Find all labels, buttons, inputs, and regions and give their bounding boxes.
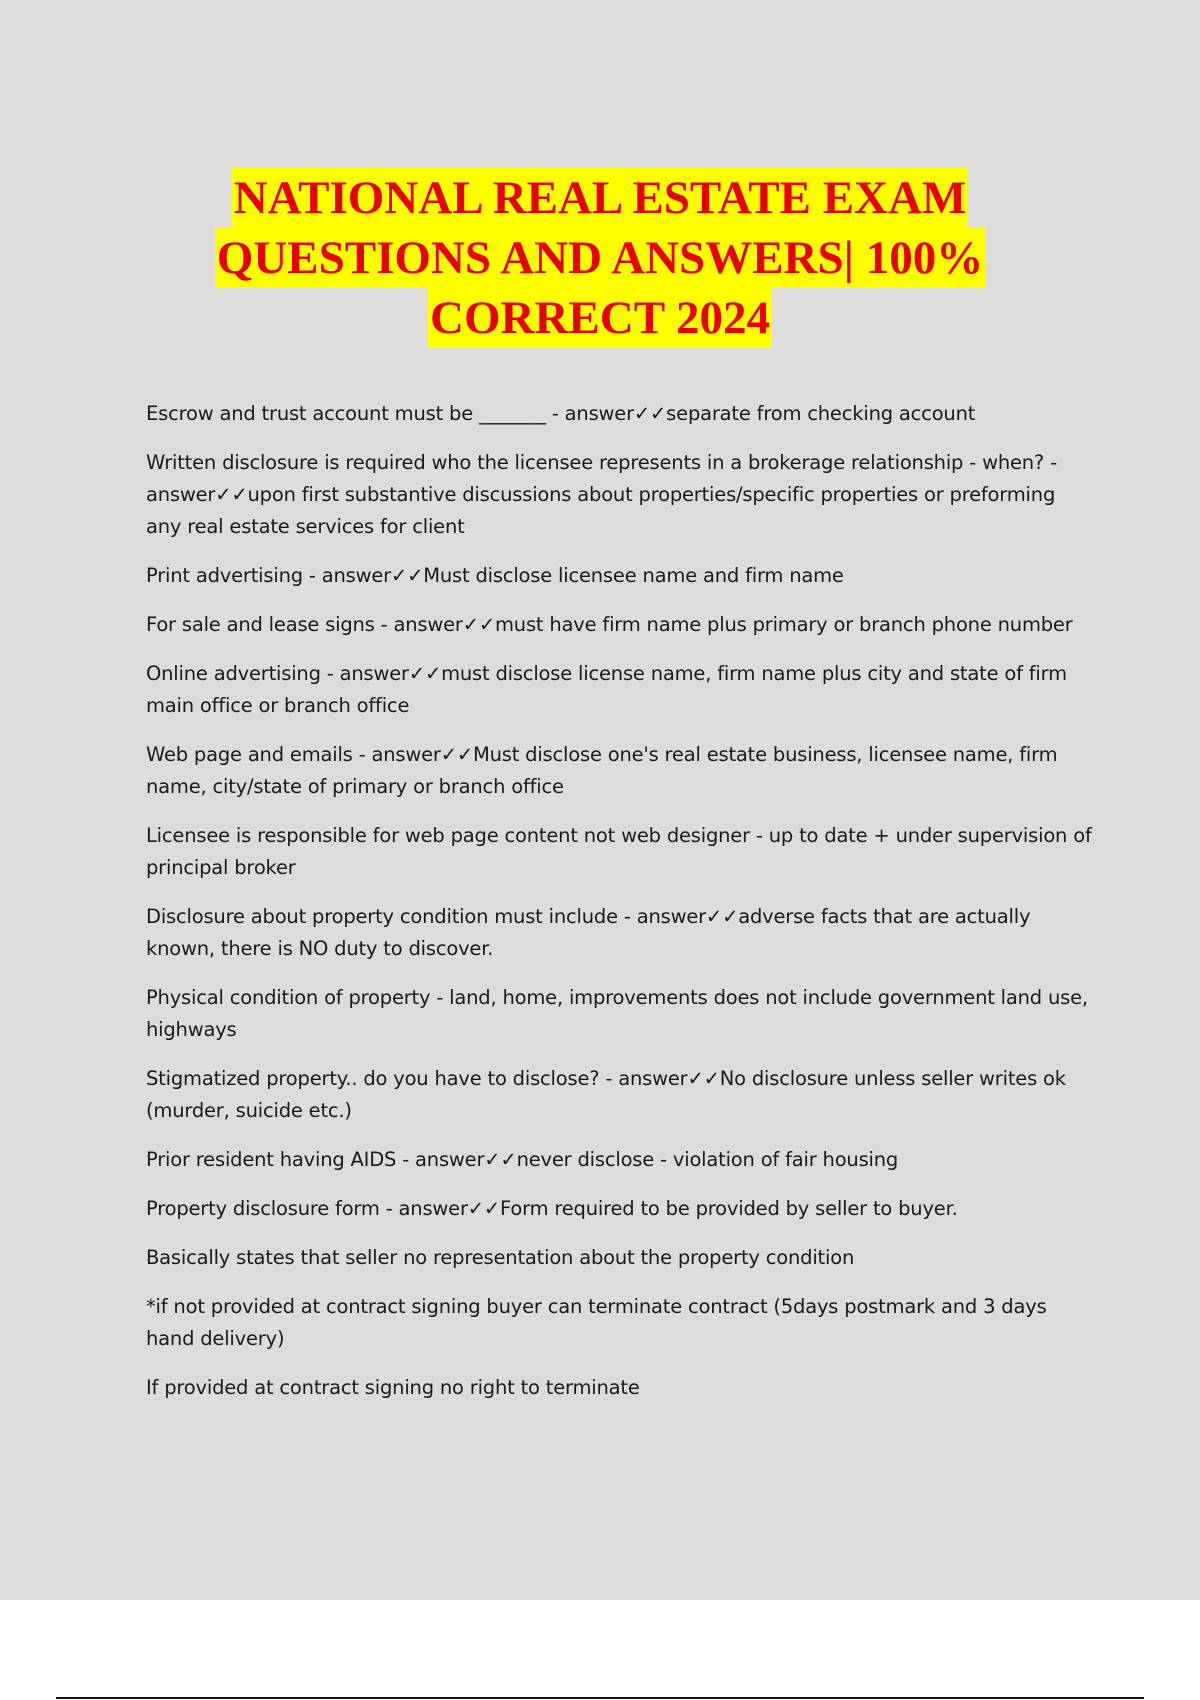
qa-entry: If provided at contract signing no right to terminate xyxy=(146,1376,640,1399)
qa-entry: Web page and emails - answer✓✓Must disclose one's real estate business, licensee name, firm name, city/state of primary or branch office xyxy=(146,743,1058,798)
qa-entry: Prior resident having AIDS - answer✓✓never disclose - violation of fair housing xyxy=(146,1148,899,1171)
qa-entry: For sale and lease signs - answer✓✓must have firm name plus primary or branch phone number xyxy=(146,613,1073,636)
qa-entry: Written disclosure is required who the licensee represents in a brokerage relationship - when? - answer✓✓upon first substantive discussions about properties/specific properties or preforming any real estate services for client xyxy=(146,451,1057,538)
title-line: NATIONAL REAL ESTATE EXAM xyxy=(232,168,969,228)
qa-list xyxy=(146,398,1096,1421)
qa-entry: Physical condition of property - land, home, improvements does not include government land use, highways xyxy=(146,986,1088,1041)
qa-entry: Disclosure about property condition must include - answer✓✓adverse facts that are actually known, there is NO duty to discover. xyxy=(146,905,1031,960)
qa-entry: Escrow and trust account must be _______ - answer✓✓separate from checking account xyxy=(146,402,976,425)
document-title xyxy=(0,168,1200,348)
qa-entry: *if not provided at contract signing buyer can terminate contract (5days postmark and 3 days hand delivery) xyxy=(146,1295,1047,1350)
qa-entry: Licensee is responsible for web page content not web designer - up to date + under supervision of principal broker xyxy=(146,824,1092,879)
footer-divider xyxy=(56,1697,1144,1699)
qa-entry: Basically states that seller no representation about the property condition xyxy=(146,1246,855,1269)
qa-entry: Property disclosure form - answer✓✓Form required to be provided by seller to buyer. xyxy=(146,1197,958,1220)
qa-entry: Online advertising - answer✓✓must disclose license name, firm name plus city and state of firm main office or branch office xyxy=(146,662,1067,717)
title-line: QUESTIONS AND ANSWERS| 100% xyxy=(215,228,985,288)
title-line: CORRECT 2024 xyxy=(428,288,772,348)
qa-entry: Print advertising - answer✓✓Must disclose licensee name and firm name xyxy=(146,564,844,587)
qa-entry: Stigmatized property.. do you have to disclose? - answer✓✓No disclosure unless seller writes ok (murder, suicide etc.) xyxy=(146,1067,1066,1122)
